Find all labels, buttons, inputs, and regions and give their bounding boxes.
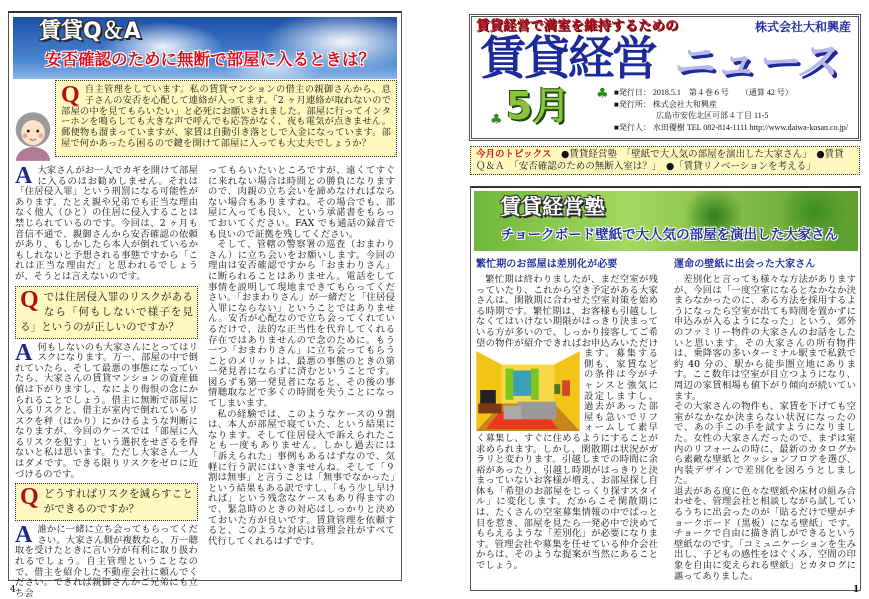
address: 広島市安佐北区可部４丁目 11-5 (656, 111, 769, 120)
website-link[interactable]: http://www.daiwa-kosan.co.jp/ (749, 122, 849, 132)
publisher-person: 水田優樹 (652, 122, 685, 132)
masthead (469, 14, 861, 141)
issue-info: ■発行日： 2018.5.1 第４巻６号 （通算 42 号） ■発行所： 株式会社大和興産 広島市安佐北区可部４丁目 11-5 ■発行人： 水田優樹 TEL 082-814-1111 http://www.daiwa-kosan.co.jp/ (614, 87, 856, 133)
company-name: 株式会社大和興産 (755, 20, 852, 34)
article-column-1 (476, 258, 658, 572)
grandmother-illustration (11, 105, 55, 165)
qa-banner (13, 17, 397, 79)
column-1 (15, 163, 198, 599)
topics-box (470, 146, 860, 175)
answer-3: A誰かに一緒に立ち会ってもらってください。大家さん側が複数なら、万一聴取を受けたときに言い分が有利に取り扱われるでしょう。自主管理ということなので、借主を紹介した不動産会社に頼んでください。できれば親御さんかご兄弟にも立ち会 (15, 522, 198, 599)
living-room-illustration (476, 351, 580, 431)
answer-1: A大家さんがお一人でカギを開けて部屋に入るのはお勧めしません。それは「住居侵入罪」という刑罰になる可能性があります。たとえ親や兄弟でも正当な理由なく他人（ひと）の住居に侵入することは禁じられているのです。今回は、2 ヶ月も音信不通で、親御さんから安否確認の依頼があり、もしかしたら本人が倒れているかもしれないと予想される事態ですから「これは正当な理由だ」と思われるでしょうが、そうとは言えないのです。 (15, 163, 198, 282)
clover-icon: ♣ (490, 112, 503, 128)
column-1-paragraph: 繁忙期は終わりましたが、まだ空室が残っていたり、これから空き予定がある大家さんは、閑散期に合わせた空室対策を始める時期です。繁忙期は、お客様も引越ししなくてはいけない期限がはっきり決まっている方が多いので、しっかり接客してご希望の物件が紹介できればお申込みいただけ ます。募集する側も、家賃などの条件は今がチャンスと強気に設定しますし、過去があった部屋も急いでリフォームして素早く募集し、すぐに住めるようにすることが求められます。しかし、閑散期は状況がガラリと変わります。引越しまでの時間に余裕があったり、引越し時期がはっきりと決まっていないお客様が増え、お部屋探し自体も「希望のお部屋をじっくり探すスタイル」に変化します。だからこそ閑散期には、たくさんの空室募集情報の中でぱっと目を惹き、部屋を見たら一発必中で決めてもらえるような「差別化」が必要になります。管理会社や募集を任せている仲介会社からは、そのような提案が当然にあることでしょう。 (476, 274, 658, 572)
article-banner-subtitle: チョークボード壁紙で大人気の部屋を演出した大家さん (501, 227, 839, 243)
column-2-heading: 運命の壁紙に出会った大家さん (674, 259, 816, 270)
article-banner-title: 賃貸経営塾 (500, 195, 605, 219)
question-1-text: 自主管理をしています。私の賃貸マンションの借主の親御さんから、息子さんの安否を心配して連絡が入ってます。「2 ヶ月連絡が取れないので部屋の中を見てもらいたい」と必死にお願いされました。部屋に行ってインターホンを鳴らしても大きな声で呼んでも応答がなく、夜も電気が点きません。郵便物も溜まっていますが、家賃は自動引き落としで入金になっています。部屋で何かあったら困るので鍵を開けて部屋に入っても大丈夫でしょうか？ (61, 84, 391, 149)
masthead-title-news: ニュース (672, 37, 838, 86)
a-mark: A (15, 163, 33, 189)
issue-total: （通算 42 号） (744, 88, 793, 97)
topics-line-2: Ｑ＆Ａ 「安否確認のための無断入室は？」 ●「賃貸リノベーションを考える」 (476, 160, 816, 172)
column-2 (208, 166, 395, 547)
left-page-number: 4 (10, 585, 16, 595)
q-mark: Q (61, 82, 80, 108)
question-2-text: では住居侵入罪のリスクがあるなら「何もしないで様子を見る」というのが正しいのですか？ (20, 290, 193, 333)
question-3-text: どうすればリスクを減らすことができるのですか？ (43, 488, 193, 516)
phone: TEL 082-814-1111 (686, 122, 748, 132)
column-1-heading: 繁忙期のお部屋は差別化が必要 (476, 259, 618, 270)
issue-date: 2018.5.1 第４巻６号 (652, 88, 729, 97)
month-badge: 5月 (506, 84, 571, 128)
column-2-paragraph-3: 退去がある度に色々な壁紙や床材の組み合わせを、管理会社と相談しながら試しているうちに出会ったのが「貼るだけで壁がチョークボード（黒板）になる壁紙」です。チョークで自由に描き消しができるという壁紙なのです。「コミュニケーションを生み出し、子どもの感性をはぐくみ、空間の印象を自由に変えられる壁紙」とカタログに謳ってありました。 (674, 485, 856, 582)
question-box-2: Qでは住居侵入罪のリスクがあるなら「何もしないで様子を見る」というのが正しいのですか？ (15, 286, 198, 339)
clover-icon: ♣ (596, 86, 609, 102)
column-2-paragraph-2: その大家さんの物件も、家賃を下げても空室がなかなか決まらない状況になったので、あの手この手を試すようになりました。女性の大家さんだったので、まずは室内のリフォームの時に、最新のカタログから素敵な壁紙とクッションフロアを選び、内装デザインで差別化を図ろうとしました。 (674, 401, 856, 487)
column-2-paragraph-1: ってもらいたいところですが、遠くてすぐに来れない場合は時間との勝負になりますので、肉親の立ち会いを諦めなければならない場合もありますね。その場合でも、部屋に入っても良い、という承諾書をもらっておいてください。FAX でも通話の録音でも良いので証拠を残してください。 (208, 165, 395, 240)
left-page (8, 11, 402, 599)
article-column-2 (674, 258, 856, 582)
right-page-number: 1 (853, 585, 860, 595)
answer-2: A何もしないのも大家さんにとってはリスクになります。万一、部屋の中で倒れていたら、そして最悪の事態になっていたら、大家さんの賃貸マンションの資産価値は下がりますし、なにより侮恨の念にかられることでしょう。借主に無断で部屋に入るリスクと、借主が室内で倒れているリスクを秤（はかり）にかけるような判断になりますが、今回のケースでは「部屋に入るリスクを犯す」という選択をせざるを得ないと私は思います。ただし大家さん一人はダメです。できる限りリスクをゼロに近づけるのです。 (15, 339, 198, 480)
masthead-tagline: 賃貸経営で満室を維持するための (476, 18, 679, 34)
qa-banner-subtitle: 安否確認のために無断で部屋に入るときは？ (45, 50, 375, 69)
qa-banner-title: 賃貸Q＆A (39, 19, 141, 44)
publisher: 株式会社大和興産 (652, 99, 717, 109)
topics-label: 今月のトピックス (476, 149, 552, 160)
column-2-paragraph-3: 私の経験では、このようなケースの９割は、本人が部屋で寝ていた、という結果になります。そして住居侵入で訴えられたことも一度もありません。しかし過去には「訴えられた」事例もあるはずなので、気軽に行う訳にはいきませんね。そして「９割は無事」と言うことは「無事でなかった」という結果もある訳ですし、「もう少し早ければ」という残念なケースもあり得ますので、緊急時のときの対応はしっかりと決めておいた方が良いです。賃貸管理を依頼すると、このような対応は管理会社がすべて代行してくれるはずです。 (208, 408, 395, 547)
topics-line-1: ●賃貸経営塾 「壁紙で大人気の部屋を演出した大家さん」 ●賃貸 (561, 149, 844, 160)
column-2-paragraph-2: そして、管轄の警察署の巡査（おまわりさん）に立ち会いをお願いします。今回の理由は安否確認ですから「おまわりさん」に断られることはありません。電話をして事情を説明して現地まできてもらってください。「おまわりさん」が一緒だと「住居侵入罪にならない」ということではありません。安否が心配なので立ち会ってくれているだけで、法的な正当性を代弁してくれる存在ではありませんので念のために。もう一つ「おまわりさん」に立ち会ってもらうことのメリットは、最悪の事態のときの第一発見者にならずに済むということです。図らずも第一発見者になると、その後の事情聴取などで多くの時間を失うことになってしまいます。 (208, 239, 395, 410)
article-banner (474, 191, 858, 251)
question-box-1 (55, 80, 397, 157)
column-2-paragraph-1: 差別化と言っても様々な方法がありますが、今回は「一度空室になるとなかなか決まらなかったのに、ある方法を採用するようになったら空室が出ても時間を置かずに申込みが入るようになった」という、郊外のファミリー物件の大家さんのお話をしたいと思います。その大家さんの所有物件は、乗降客の多いターミナル駅まで私鉄で約 40 分の、駅から徒歩圏立地にあります。ここ数年は空室が目立つようになり、周辺の家賃相場も値下がり傾向が続いています。 (674, 274, 856, 402)
question-box-3: Qどうすればリスクを減らすことができるのですか？ (15, 483, 198, 521)
masthead-title-main: 賃貸経営 (480, 31, 656, 85)
article-page (470, 186, 861, 591)
